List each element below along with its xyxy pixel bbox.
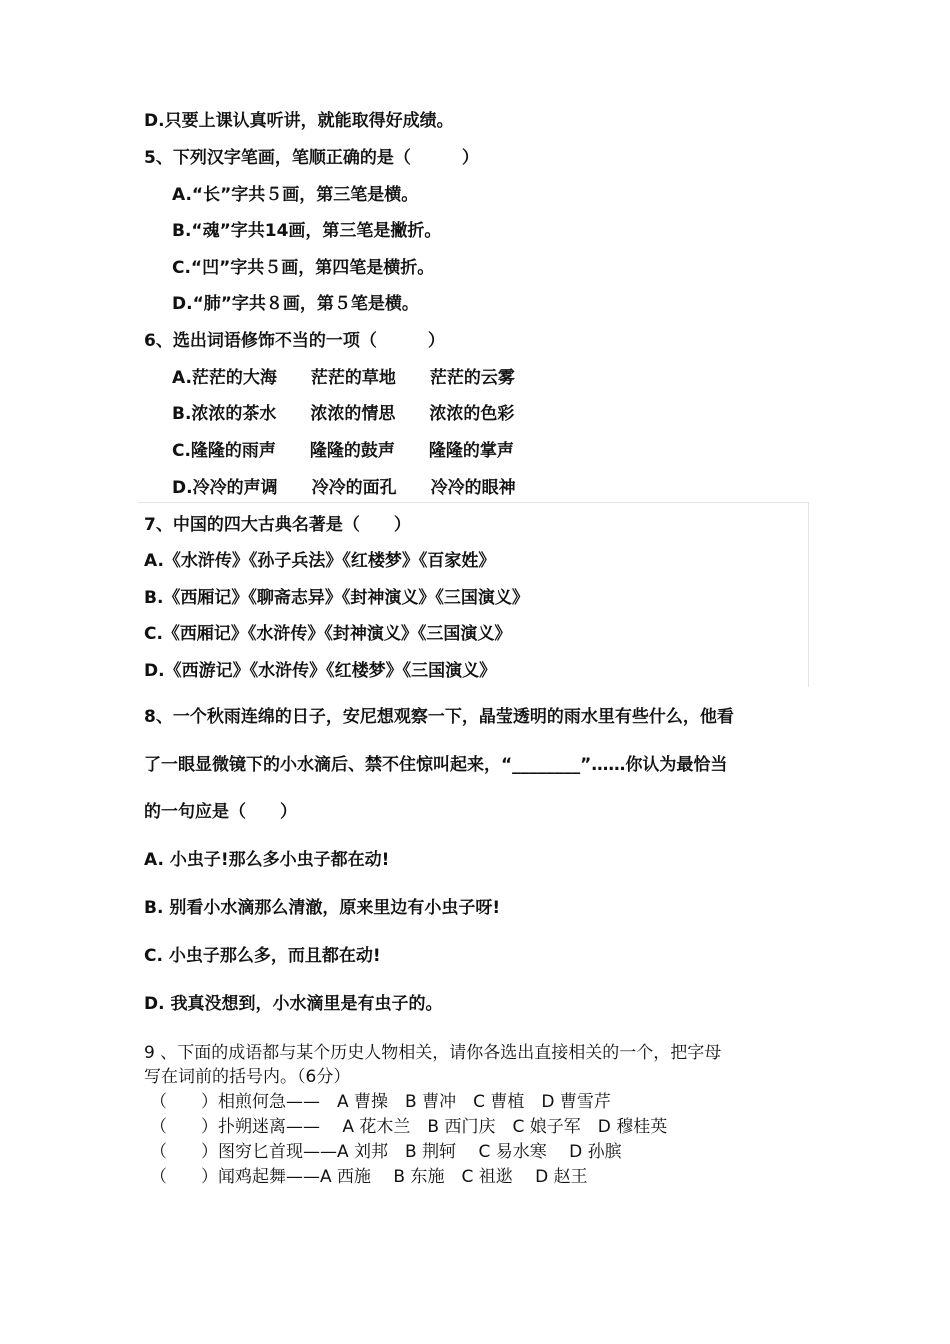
q7-option-c: C.《西厢记》《水浒传》《封神演义》《三国演义》 bbox=[144, 624, 512, 644]
q5-option-d: D.“肺”字共８画，第５笔是横。 bbox=[172, 294, 419, 314]
q7-option-a: A.《水浒传》《孙子兵法》《红楼梦》《百家姓》 bbox=[144, 551, 496, 571]
q9-stem-line-1: 9 、下面的成语都与某个历史人物相关，请你各选出直接相关的一个，把字母 bbox=[144, 1043, 722, 1063]
q8-option-a: A. 小虫子!那么多小虫子都在动! bbox=[144, 850, 390, 870]
q5-option-c: C.“凹”字共５画，第四笔是横折。 bbox=[172, 258, 435, 278]
q6-option-b: B.浓浓的茶水 浓浓的情思 浓浓的色彩 bbox=[172, 404, 515, 424]
q4-option-d: D.只要上课认真听讲，就能取得好成绩。 bbox=[144, 111, 454, 131]
q6-stem: 6、选出词语修饰不当的一项（ ） bbox=[144, 331, 445, 351]
q7-option-d: D.《西游记》《水浒传》《红楼梦》《三国演义》 bbox=[144, 661, 497, 681]
q9-item-1: （ ）相煎何急—— A 曹操 B 曹冲 C 曹植 D 曹雪芹 bbox=[150, 1092, 611, 1112]
q6-option-c: C.隆隆的雨声 隆隆的鼓声 隆隆的掌声 bbox=[172, 441, 514, 461]
q7-option-b: B.《西厢记》《聊斋志异》《封神演义》《三国演义》 bbox=[144, 588, 529, 608]
q6-option-a: A.茫茫的大海 茫茫的草地 茫茫的云雾 bbox=[172, 368, 515, 388]
q5-option-b: B.“魂”字共14画，第三笔是撇折。 bbox=[172, 221, 442, 241]
q7-stem: 7、中国的四大古典名著是（ ） bbox=[144, 515, 411, 535]
q9-item-3: （ ）图穷匕首现——A 刘邦 B 荆轲 C 易水寒 D 孙膑 bbox=[150, 1142, 622, 1162]
q8-option-c: C. 小虫子那么多，而且都在动! bbox=[144, 946, 381, 966]
q5-stem: 5、下列汉字笔画，笔顺正确的是（ ） bbox=[144, 148, 479, 168]
q6-option-d: D.冷冷的声调 冷冷的面孔 冷冷的眼神 bbox=[172, 478, 516, 498]
q9-stem-line-2: 写在词前的括号内。（6分） bbox=[144, 1067, 351, 1087]
q8-stem-line-2: 了一眼显微镜下的小水滴后、禁不住惊叫起来，“________”……你认为最恰当 bbox=[144, 755, 728, 775]
q8-option-b: B. 别看小水滴那么清澈，原来里边有小虫子呀! bbox=[144, 898, 501, 918]
q9-item-2: （ ）扑朔迷离—— A 花木兰 B 西门庆 C 娘子军 D 穆桂英 bbox=[150, 1117, 668, 1137]
q8-stem-line-1: 8、一个秋雨连绵的日子，安尼想观察一下，晶莹透明的雨水里有些什么，他看 bbox=[144, 707, 734, 727]
q8-option-d: D. 我真没想到，小水滴里是有虫子的。 bbox=[144, 994, 443, 1014]
q5-option-a: A.“长”字共５画，第三笔是横。 bbox=[172, 185, 419, 205]
q9-item-4: （ ）闻鸡起舞——A 西施 B 东施 C 祖逖 D 赵王 bbox=[150, 1167, 588, 1187]
q8-stem-line-3: 的一句应是（ ） bbox=[144, 802, 297, 822]
